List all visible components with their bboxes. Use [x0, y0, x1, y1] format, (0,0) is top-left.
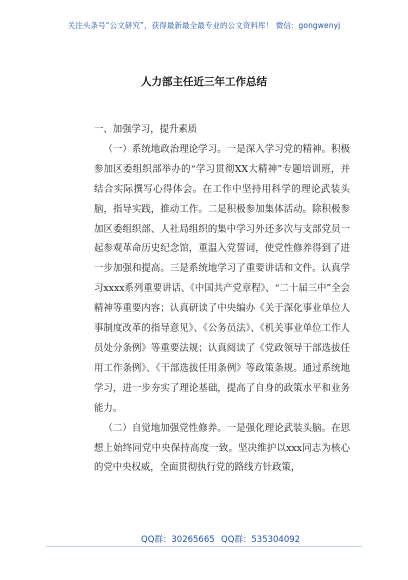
document-body — [94, 120, 350, 478]
section-heading: 一、加强学习，提升素质 — [94, 124, 198, 135]
header-banner: 关注头条号“公文研究”，获得最新最全最专业的公文资料库！ 微信：gongwenyj — [67, 21, 341, 30]
footer-qq-group-1: QQ群：30265665 — [141, 535, 215, 545]
paragraph: （一）系统地政治理论学习。一是深入学习党的精神。积极参加区委组织部举办的“学习贯彻XX大精神”专题培训班，并结合实际撰写心得体会。在工作中坚持用科学的理论武装头脑，指导实践，推动工作。二是积极参加集体活动。除积极参加区委组织部、人社局组织的集中学习外还多次与支部党员一起参观革命历史纪念馆，重温入党誓词，使党性修养得到了进一步加强和提高。三是系统地学习了重要讲话和文件。认真学习xxxx系列重要讲话、《中国共产党章程》、“二十届三中”全会精神等重要内容；认真研读了中央编办《关于深化事业单位人事制度改革的指导意见》、《公务员法》、《机关事业单位工作人员处分条例》等重要法规；认真阅读了《党政领导干部选拔任用工作条例》、《干部选拔任用条例》等政策条规。通过系统地学习，进一步夯实了理论基础，提高了自身的政策水平和业务能力。 — [94, 143, 350, 414]
footer-divider — [46, 546, 362, 547]
paragraph: （二）自觉地加强党性修养。一是强化理论武装头脑。在思想上始终同党中央保持高度一致。坚决维护以xxx同志为核心的党中央权威，全面贯彻执行党的路线方针政策， — [94, 422, 350, 474]
document-title: 人力部主任近三年工作总结 — [141, 76, 267, 88]
footer-qq-group-2: QQ群：535304092 — [221, 535, 301, 545]
